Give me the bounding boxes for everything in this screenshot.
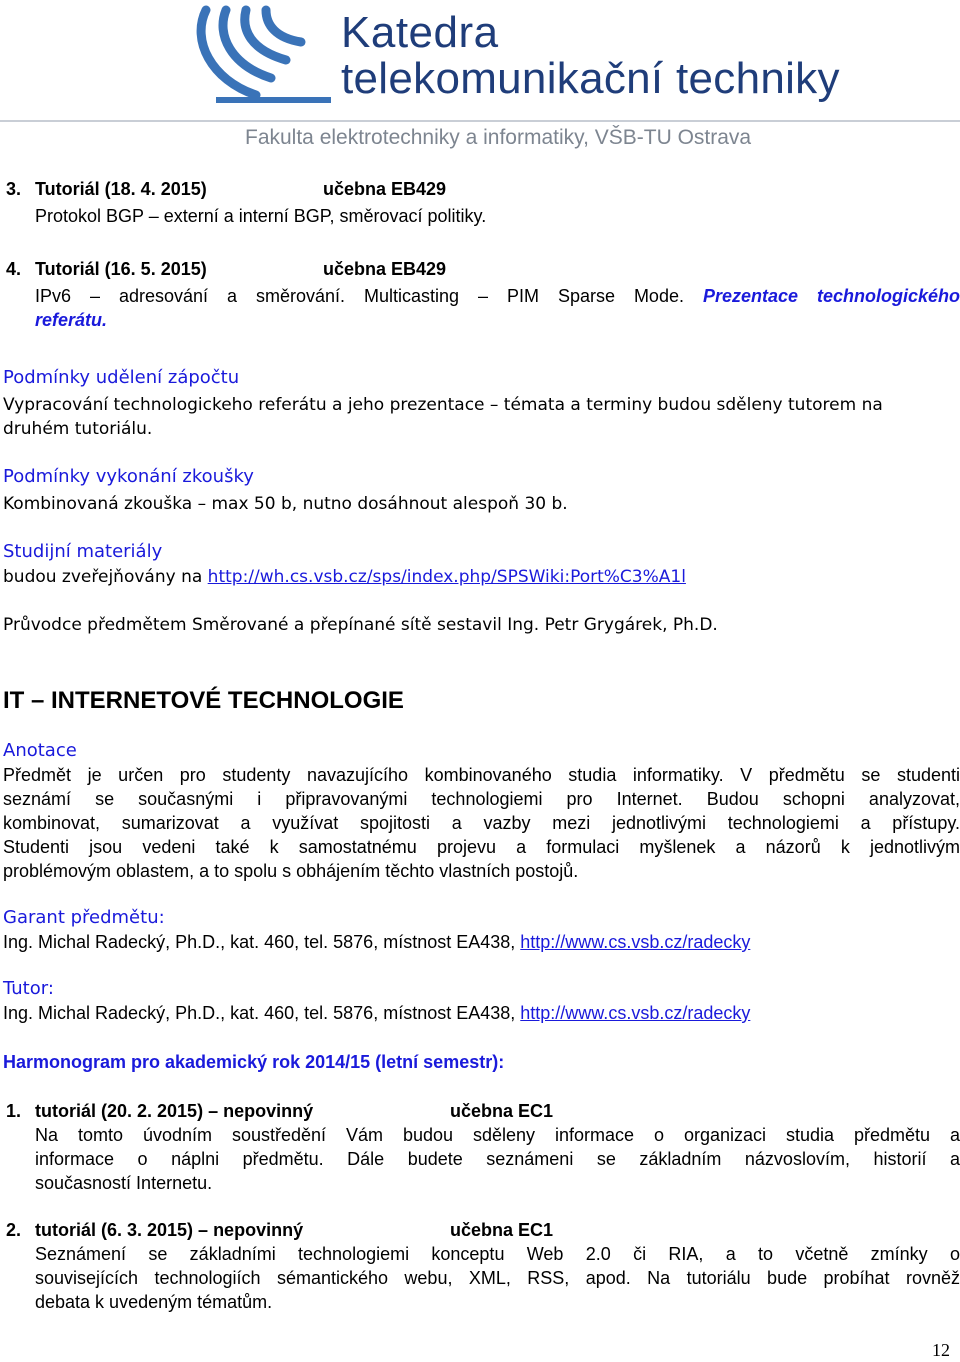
it-tutorial-1-number: 1.: [6, 1101, 22, 1121]
zkouska-text: Kombinovaná zkouška – max 50 b, nutno dosáhnout alespoň 30 b.: [3, 494, 568, 514]
garant-heading: Garant předmětu:: [3, 907, 165, 928]
faculty-name: Fakulta elektrotechniky a informatiky, VŠB-TU Ostrava: [245, 126, 752, 149]
header-divider: [0, 120, 960, 122]
brand-line-2: telekomunikační techniky: [341, 54, 840, 103]
anotace-heading: Anotace: [3, 740, 77, 761]
anotace-line-4: Studenti jsou vedeni také k samostatnému projevu a formulaci myšlenek a názorů k jednotlivým: [3, 837, 960, 857]
it-tutorial-1-line-1: Na tomto úvodním soustředění Vám budou sděleny informace o organizaci studia předmětu a: [35, 1125, 960, 1145]
tutorial-3-room: učebna EB429: [323, 179, 447, 199]
page-number: 12: [932, 1340, 950, 1360]
pruvodce-text: Průvodce předmětem Směrované a přepínané sítě sestavil Ing. Petr Grygárek, Ph.D.: [3, 615, 718, 635]
zapocet-line-2: druhém tutoriálu.: [3, 419, 153, 439]
tutorial-3-number: 3.: [6, 179, 22, 199]
katedra-logo-icon: [186, 0, 336, 120]
zapocet-heading: Podmínky udělení zápočtu: [3, 367, 240, 388]
tutorial-4-desc-a: IPv6 – adresování a směrování. Multicasting – PIM Sparse Mode.: [35, 286, 684, 306]
tutorial-4-number: 4.: [6, 259, 22, 279]
garant-text: Ing. Michal Radecký, Ph.D., kat. 460, tel. 5876, místnost EA438,: [3, 932, 516, 952]
tutorial-3-desc: Protokol BGP – externí a interní BGP, směrovací politiky.: [35, 206, 487, 226]
it-tutorial-2-number: 2.: [6, 1220, 22, 1240]
harmonogram-heading: Harmonogram pro akademický rok 2014/15 (letní semestr):: [3, 1052, 505, 1072]
materialy-heading: Studijní materiály: [3, 541, 163, 562]
tutorial-4-room: učebna EB429: [323, 259, 447, 279]
anotace-line-2: seznámí se současnými i připravovanými technologiemi pro Internet. Budou schopni analyzovat,: [3, 789, 960, 809]
materialy-text: budou zveřejňovány na: [3, 567, 203, 587]
tutorial-4-desc-b: Prezentace technologického: [702, 286, 960, 306]
garant-link[interactable]: http://www.cs.vsb.cz/radecky: [520, 932, 751, 952]
tutorial-4-desc-c: referátu.: [35, 310, 108, 330]
it-tutorial-2-line-1: Seznámení se základními technologiemi konceptu Web 2.0 či RIA, a to včetně zmínky o: [35, 1244, 960, 1264]
it-tutorial-2-room: učebna EC1: [450, 1220, 554, 1240]
tutorial-4-desc: [35, 285, 960, 307]
tutor-heading: Tutor:: [3, 978, 54, 999]
zkouska-heading: Podmínky vykonání zkoušky: [3, 466, 254, 487]
tutor-line: [3, 1002, 750, 1024]
tutorial-4-title: Tutoriál (16. 5. 2015): [35, 259, 207, 279]
tutor-text: Ing. Michal Radecký, Ph.D., kat. 460, tel. 5876, místnost EA438,: [3, 1003, 516, 1023]
page-header: [0, 0, 960, 160]
it-tutorial-1-title: tutoriál (20. 2. 2015) – nepovinný: [35, 1101, 314, 1121]
it-tutorial-2-line-2: souvisejících technologiích sémantického webu, XML, RSS, apod. Na tutoriálu bude probíhat rovněž: [35, 1268, 960, 1288]
tutorial-3-title: Tutoriál (18. 4. 2015): [35, 179, 207, 199]
anotace-line-3: kombinovat, sumarizovat a využívat spojitosti a vazby mezi jednotlivými technologiemi a přístupy.: [3, 813, 960, 833]
anotace-line-5: problémovým oblastem, a to spolu s obhájením těchto vlastních postojů.: [3, 861, 579, 881]
materialy-link[interactable]: http://wh.cs.vsb.cz/sps/index.php/SPSWiki:Port%C3%A1l: [207, 567, 686, 587]
it-tutorial-1-room: učebna EC1: [450, 1101, 554, 1121]
it-section-title: IT – INTERNETOVÉ TECHNOLOGIE: [3, 687, 404, 714]
it-tutorial-2-title: tutoriál (6. 3. 2015) – nepovinný: [35, 1220, 304, 1240]
zapocet-line-1: Vypracování technologickeho referátu a jeho prezentace – témata a terminy budou sděleny tutorem na: [3, 395, 883, 415]
garant-line: [3, 931, 750, 953]
it-tutorial-2-line-3: debata k uvedeným tématům.: [35, 1292, 273, 1312]
it-tutorial-1-line-2: informace o náplni předmětu. Dále budete seznámeni se základním názvoslovím, historií a: [35, 1149, 960, 1169]
anotace-line-1: Předmět je určen pro studenty navazujícího kombinovaného studia informatiky. V předmětu se studenti: [3, 765, 960, 785]
it-tutorial-1-line-3: současností Internetu.: [35, 1173, 213, 1193]
brand-line-1: Katedra: [341, 8, 499, 57]
materialy-line: [3, 566, 686, 588]
tutor-link[interactable]: http://www.cs.vsb.cz/radecky: [520, 1003, 751, 1023]
